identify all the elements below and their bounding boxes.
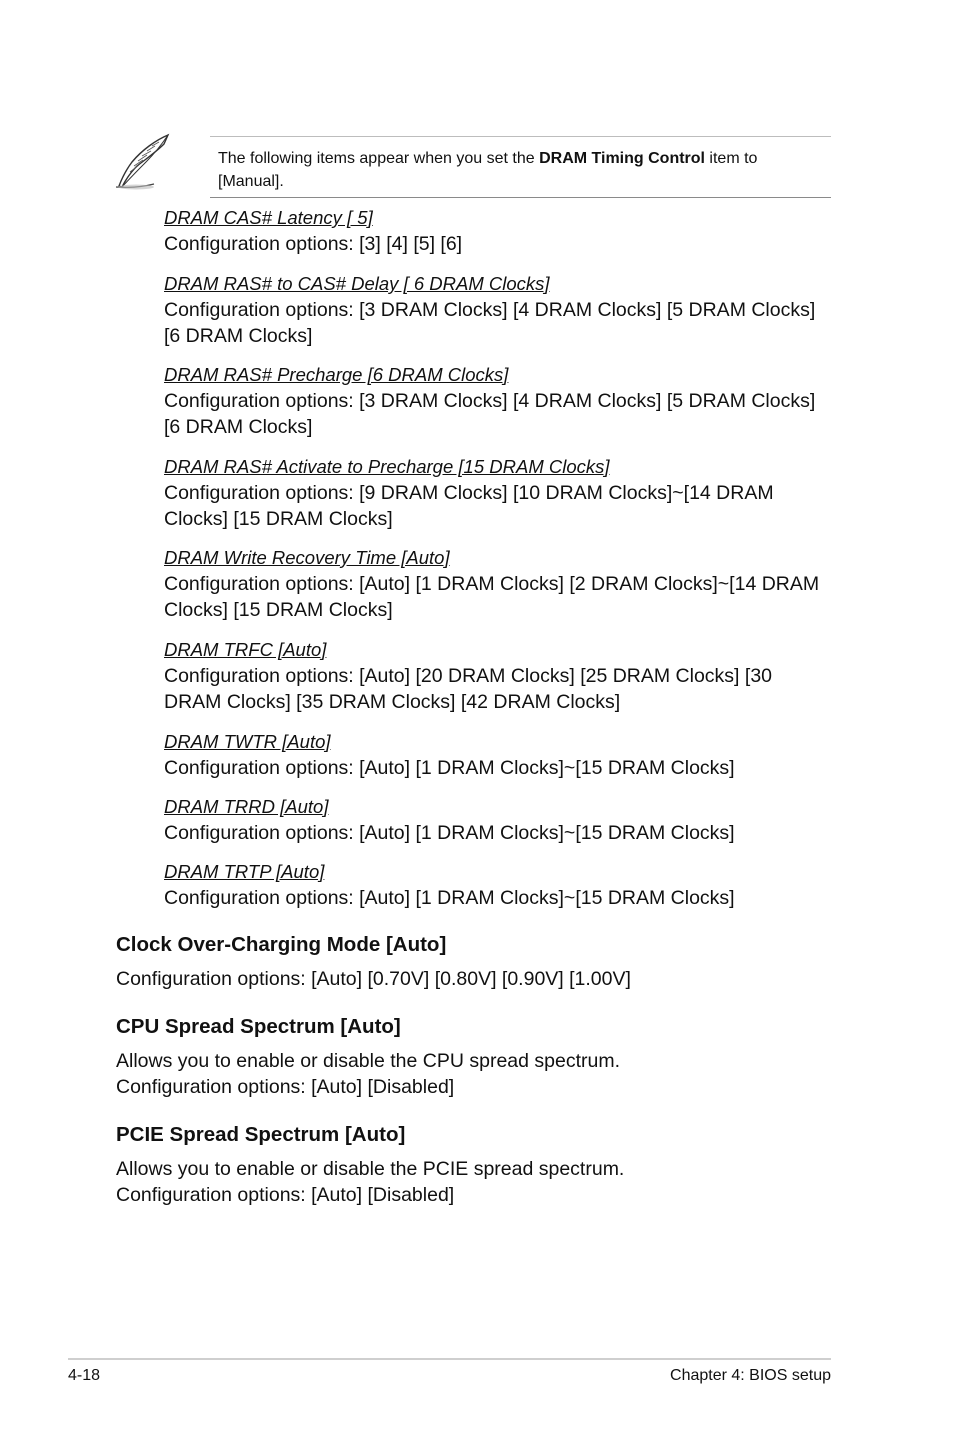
page-number: 4-18: [68, 1367, 101, 1384]
section-title: CPU Spread Spectrum [Auto]: [116, 1015, 401, 1038]
sub-item-options: Configuration options: [Auto] [20 DRAM Clocks] [25 DRAM Clocks] [30 DRAM Clocks] [35 DRAM Clocks] [42 DRAM Clocks]: [164, 665, 773, 713]
sub-item-trtp: [164, 859, 824, 911]
sub-item-options: Configuration options: [Auto] [1 DRAM Clocks] [2 DRAM Clocks]~[14 DRAM Clocks] [15 DRAM Clocks]: [164, 573, 820, 621]
sub-item-title: DRAM TRRD [Auto]: [164, 796, 329, 817]
section-pcie-spread-spectrum: [116, 1122, 816, 1208]
sub-item-options: Configuration options: [3] [4] [5] [6]: [164, 233, 463, 255]
note-box: [210, 136, 831, 198]
sub-item-title: DRAM TRFC [Auto]: [164, 639, 327, 660]
sub-item-trfc: [164, 637, 824, 715]
sub-item-ras-precharge: [164, 362, 824, 440]
section-body-line: Allows you to enable or disable the CPU spread spectrum.: [116, 1050, 621, 1072]
section-clock-over-charging: [116, 932, 816, 992]
sub-item-title: DRAM Write Recovery Time [Auto]: [164, 547, 450, 568]
section-cpu-spread-spectrum: [116, 1014, 816, 1100]
sub-item-ras-activate-to-precharge: [164, 454, 824, 532]
sub-item-options: Configuration options: [Auto] [1 DRAM Clocks]~[15 DRAM Clocks]: [164, 822, 735, 844]
sub-item-options: Configuration options: [Auto] [1 DRAM Clocks]~[15 DRAM Clocks]: [164, 887, 735, 909]
feather-pen-icon: [112, 132, 174, 192]
section-body-line: Allows you to enable or disable the PCIE spread spectrum.: [116, 1158, 625, 1180]
sub-item-options: Configuration options: [Auto] [1 DRAM Clocks]~[15 DRAM Clocks]: [164, 757, 735, 779]
section-body-line: Configuration options: [Auto] [0.70V] [0.80V] [0.90V] [1.00V]: [116, 968, 631, 990]
sub-item-write-recovery-time: [164, 545, 824, 623]
note-text-bold: DRAM Timing Control: [539, 150, 705, 167]
sub-item-title: DRAM TWTR [Auto]: [164, 731, 331, 752]
sub-item-title: DRAM RAS# to CAS# Delay [ 6 DRAM Clocks]: [164, 273, 550, 294]
footer-divider: [68, 1358, 831, 1360]
section-title: Clock Over-Charging Mode [Auto]: [116, 933, 447, 956]
sub-item-options: Configuration options: [3 DRAM Clocks] [4 DRAM Clocks] [5 DRAM Clocks] [6 DRAM Clocks]: [164, 390, 816, 438]
sub-item-cas-latency: [164, 205, 824, 257]
note-text: [218, 147, 818, 193]
sub-item-options: Configuration options: [9 DRAM Clocks] [10 DRAM Clocks]~[14 DRAM Clocks] [15 DRAM Clocks]: [164, 482, 774, 530]
dram-timing-sub-items: [164, 205, 824, 911]
sub-item-title: DRAM RAS# Activate to Precharge [15 DRAM Clocks]: [164, 456, 610, 477]
section-body-line: Configuration options: [Auto] [Disabled]: [116, 1076, 455, 1098]
sub-item-title: DRAM RAS# Precharge [6 DRAM Clocks]: [164, 364, 509, 385]
section-body-line: Configuration options: [Auto] [Disabled]: [116, 1184, 455, 1206]
note-text-after: item to [Manual].: [218, 150, 758, 190]
sub-item-options: Configuration options: [3 DRAM Clocks] [4 DRAM Clocks] [5 DRAM Clocks] [6 DRAM Clocks]: [164, 299, 816, 347]
sub-item-ras-to-cas-delay: [164, 271, 824, 349]
section-title: PCIE Spread Spectrum [Auto]: [116, 1123, 406, 1146]
sub-item-title: DRAM TRTP [Auto]: [164, 861, 325, 882]
note-text-before: The following items appear when you set the: [218, 150, 540, 167]
chapter-title: Chapter 4: BIOS setup: [670, 1367, 831, 1384]
sub-item-title: DRAM CAS# Latency [ 5]: [164, 207, 373, 228]
sub-item-trrd: [164, 794, 824, 846]
sub-item-twtr: [164, 729, 824, 781]
